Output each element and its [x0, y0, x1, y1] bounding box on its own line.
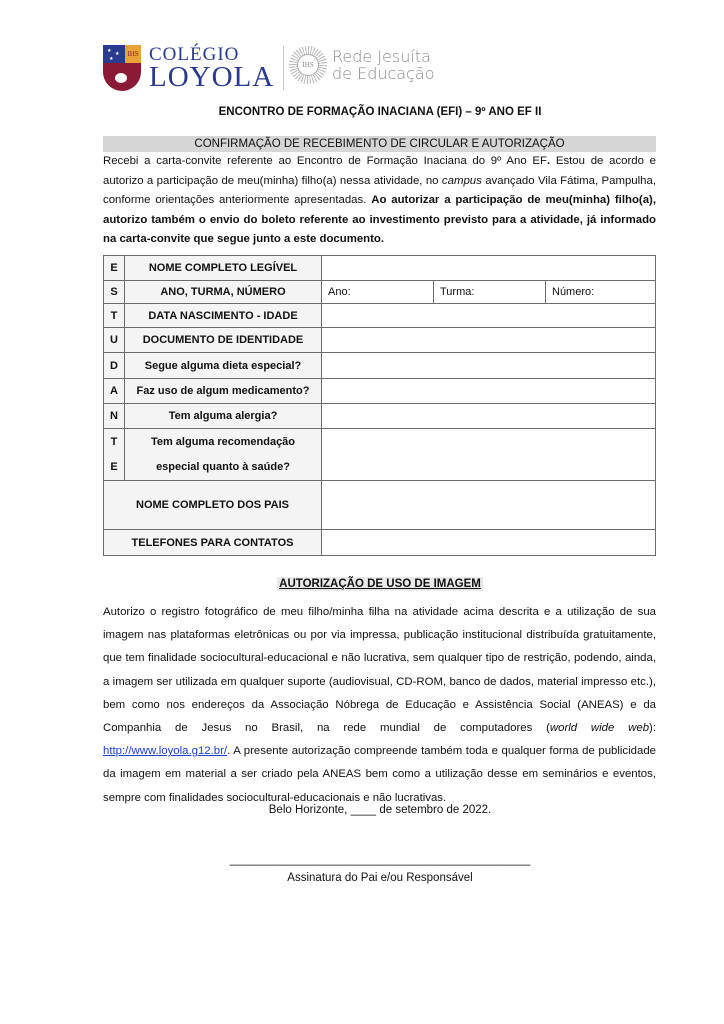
- field-label: Tem alguma recomendação especial quanto à saúde?: [125, 429, 322, 481]
- vertical-letters-te: T E: [104, 429, 125, 481]
- image-authorization-title: AUTORIZAÇÃO DE USO DE IMAGEM: [279, 578, 481, 590]
- network-name-line1: Rede Jesuíta: [332, 47, 431, 66]
- document-title: ENCONTRO DE FORMAÇÃO INACIANA (EFI) – 9º ANO EF II: [218, 106, 542, 118]
- network-name-line2: de Educação: [332, 64, 435, 83]
- field-label: DOCUMENTO DE IDENTIDADE: [125, 328, 322, 353]
- field-label: Segue alguma dieta especial?: [125, 353, 322, 379]
- table-row: [104, 481, 656, 530]
- table-row: [104, 281, 656, 304]
- intro-paragraph: Recebi a carta-convite referente ao Encontro de Formação Inaciana do 9º Ano EF. Estou de acordo e autorizo a participação de meu(minha) filho(a) nessa atividade, no campus avançado Vila Fátima, Pampulha, conforme orientações anteriormente apresentadas. Ao autorizar a participação de meu(minha) filho(a), autorizo também o envio do boleto referente ao investimento previsto para a atividade, já informado na carta-convite que segue junto a este documento.: [103, 155, 657, 245]
- table-row: [104, 530, 656, 556]
- birthdate-age-field[interactable]: [322, 304, 656, 328]
- field-label: NOME COMPLETO DOS PAIS: [104, 481, 322, 530]
- logo-divider: [283, 46, 284, 90]
- date-line: Belo Horizonte, ____ de setembro de 2022.: [268, 804, 492, 816]
- table-row: [104, 256, 656, 281]
- shield-icon: ★ ★ ★ IHS: [103, 45, 141, 91]
- allergy-field[interactable]: [322, 404, 656, 429]
- colegio-loyola-logo: [103, 44, 274, 92]
- parents-name-field[interactable]: [322, 481, 656, 530]
- field-label: Faz uso de algum medicamento?: [125, 379, 322, 404]
- table-row: [104, 379, 656, 404]
- class-field[interactable]: Turma:: [434, 281, 546, 304]
- full-name-field[interactable]: [322, 256, 656, 281]
- student-info-table: [103, 255, 656, 556]
- table-row: [104, 328, 656, 353]
- field-label: Tem alguma alergia?: [125, 404, 322, 429]
- vertical-letter: A: [104, 379, 125, 404]
- school-name-line1: COLÉGIO: [149, 43, 240, 65]
- contact-phones-field[interactable]: [322, 530, 656, 556]
- school-name-line2: LOYOLA: [149, 60, 275, 93]
- loyola-website-link[interactable]: http://www.loyola.g12.br/: [103, 745, 228, 758]
- table-row: [104, 353, 656, 379]
- vertical-letter: U: [104, 328, 125, 353]
- ihs-sun-icon: IHS: [289, 46, 327, 84]
- medication-field[interactable]: [322, 379, 656, 404]
- field-label: DATA NASCIMENTO - IDADE: [125, 304, 322, 328]
- table-row: [104, 404, 656, 429]
- field-label: ANO, TURMA, NÚMERO: [125, 281, 322, 304]
- signature-line[interactable]: _______________________________________________: [229, 854, 531, 866]
- health-recommendation-field[interactable]: [322, 429, 656, 481]
- number-field[interactable]: Número:: [546, 281, 656, 304]
- year-field[interactable]: Ano:: [322, 281, 434, 304]
- field-label: TELEFONES PARA CONTATOS: [104, 530, 322, 556]
- rede-jesuita-logo: [289, 46, 434, 84]
- vertical-letter: T: [104, 304, 125, 328]
- field-label: NOME COMPLETO LEGÍVEL: [125, 256, 322, 281]
- vertical-letter: D: [104, 353, 125, 379]
- section-heading-confirmation: CONFIRMAÇÃO DE RECEBIMENTO DE CIRCULAR E AUTORIZAÇÃO: [103, 136, 656, 152]
- table-row: [104, 304, 656, 328]
- signature-label: Assinatura do Pai e/ou Responsável: [287, 872, 473, 884]
- id-document-field[interactable]: [322, 328, 656, 353]
- vertical-letter: E: [104, 256, 125, 281]
- table-row: [104, 429, 656, 481]
- special-diet-field[interactable]: [322, 353, 656, 379]
- vertical-letter: S: [104, 281, 125, 304]
- image-authorization-paragraph: Autorizo o registro fotográfico de meu filho/minha filha na atividade acima descrita e a utilização de sua imagem nas plataformas eletrônicas ou por via impressa, publicação institucional distribuída gratuitamente, que tem finalidade sociocultural-educacional e não lucrativa, sem qualquer tipo de restrição, podendo, ainda, a imagem ser utilizada em qualquer suporte (audiovisual, CD-ROM, banco de dados, material impresso etc.), bem como nos endereços da Associação Nóbrega de Educação e Assistência Social (ANEAS) e da Companhia de Jesus no Brasil, na rede mundial de computadores (world wide web): http://www.loyola.g12.br/. A presente autorização compreende também toda e qualquer forma de publicidade da imagem em material a ser criado pela ANEAS bem como a utilização desse em seminários e eventos, sempre com finalidades sociocultural-educacionais e não lucrativas.: [103, 606, 656, 804]
- vertical-letter: N: [104, 404, 125, 429]
